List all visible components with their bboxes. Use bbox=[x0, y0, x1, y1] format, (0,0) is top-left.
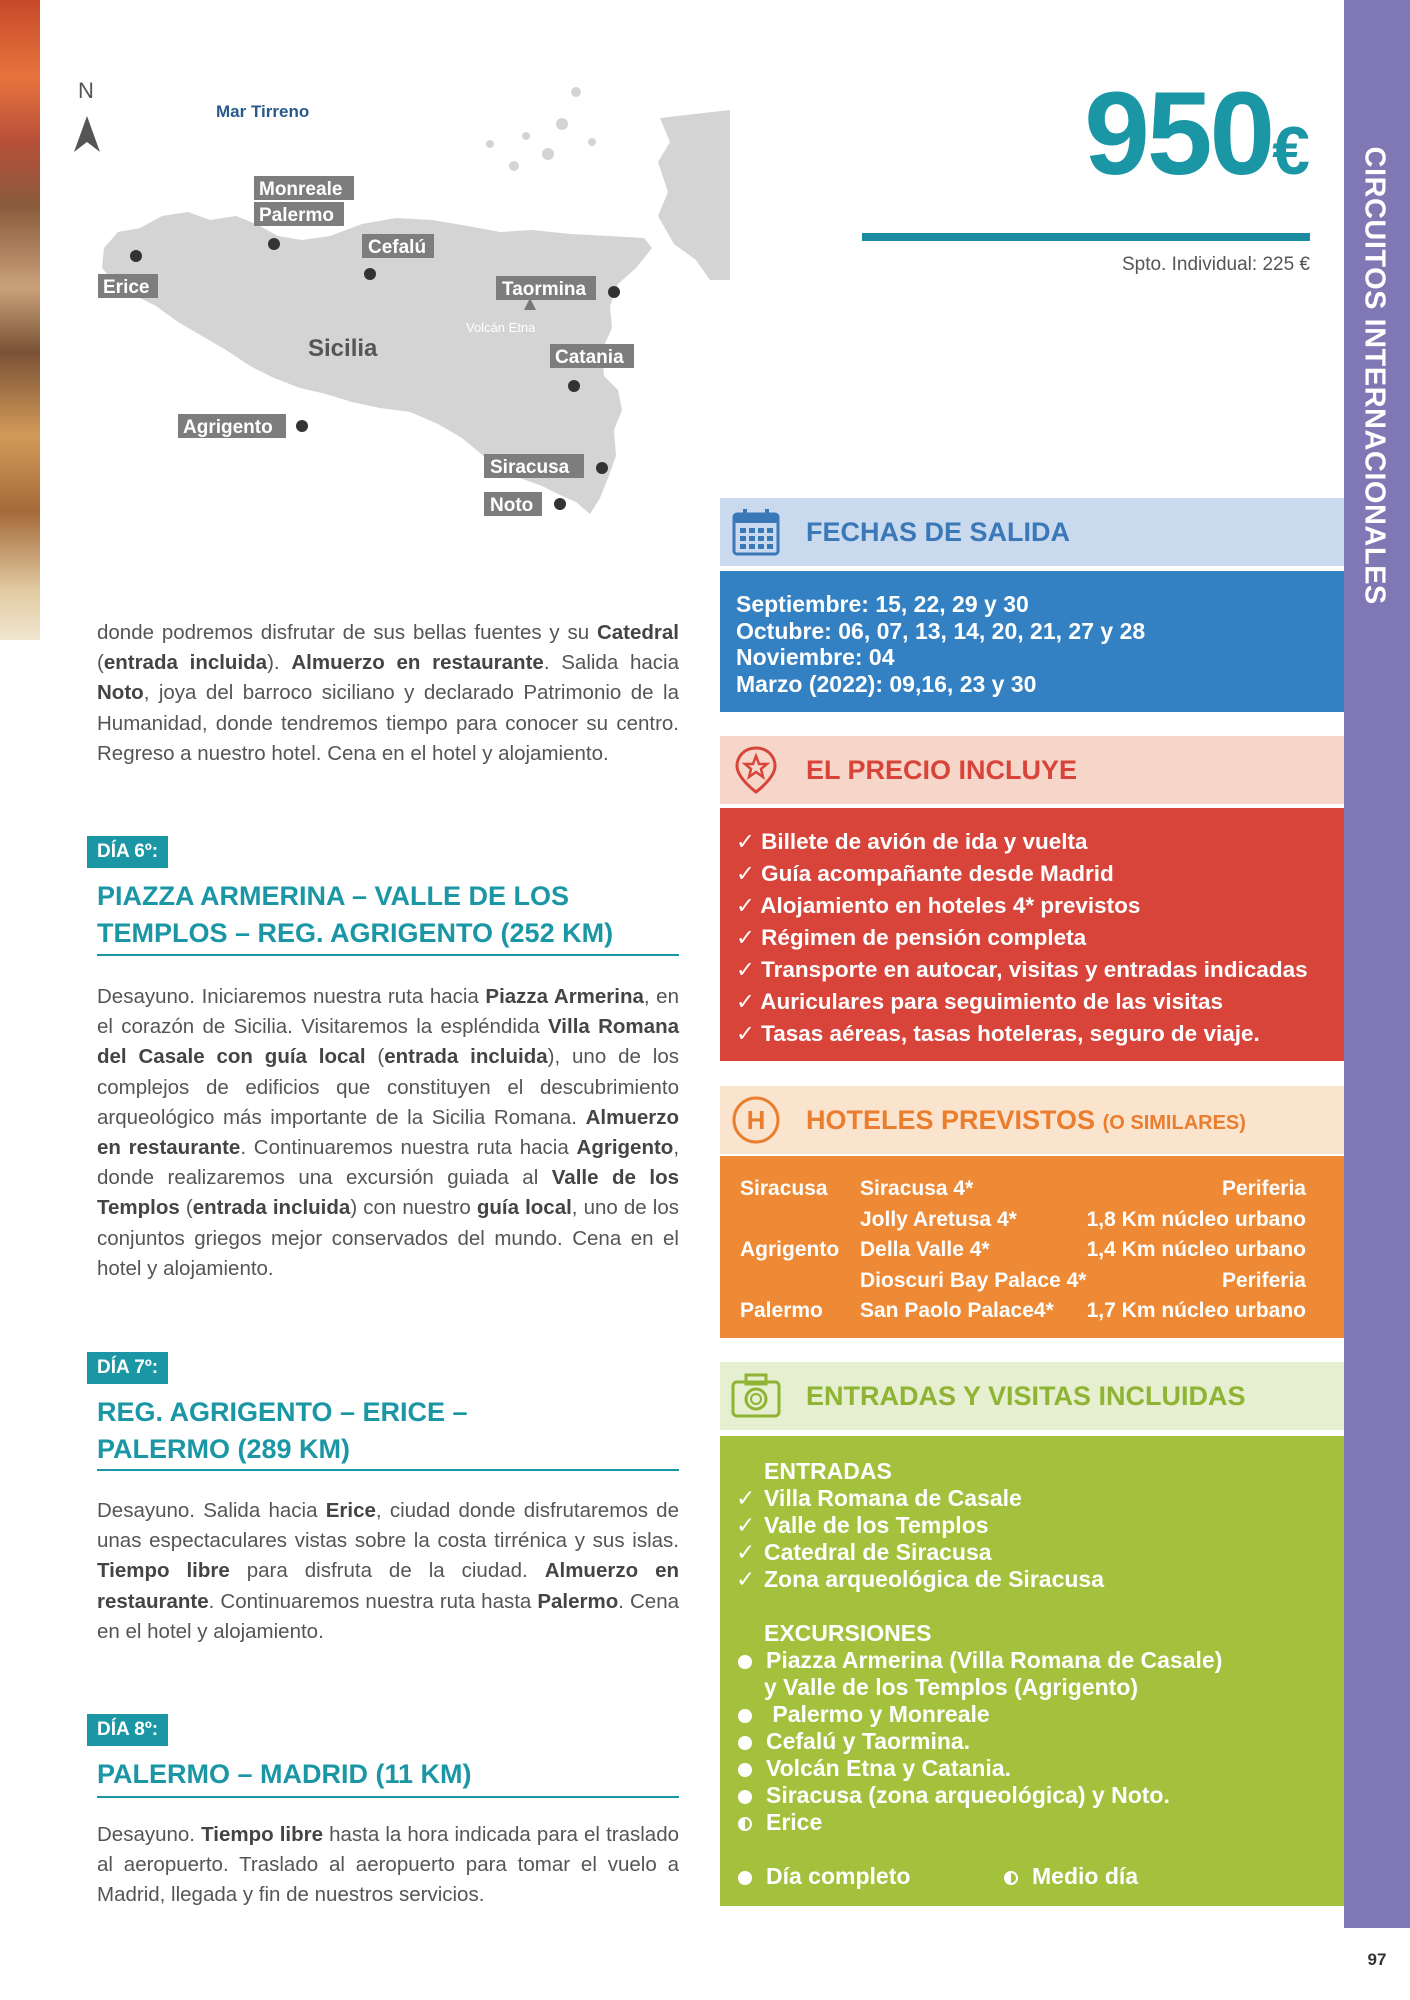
list-item: ✓ Guía acompañante desde Madrid bbox=[736, 861, 1114, 886]
day8-divider bbox=[97, 1796, 679, 1798]
list-item: ✓ Transporte en autocar, visitas y entradas indicadas bbox=[736, 957, 1308, 982]
full-day-icon bbox=[738, 1763, 752, 1777]
list-item: ✓ Auriculares para seguimiento de las visitas bbox=[736, 989, 1223, 1014]
legend-half-day: Medio día bbox=[1002, 1863, 1138, 1890]
half-day-icon bbox=[738, 1817, 752, 1831]
price-includes-title: EL PRECIO INCLUYE bbox=[806, 755, 1078, 785]
photo-strip bbox=[0, 0, 40, 640]
list-item: ✓ Tasas aéreas, tasas hoteleras, seguro de viaje. bbox=[736, 1021, 1260, 1046]
full-day-icon bbox=[738, 1790, 752, 1804]
half-day-icon bbox=[1004, 1871, 1018, 1885]
page-number: 97 bbox=[1367, 1950, 1387, 1969]
intro-paragraph: donde podremos disfrutar de sus bellas fuentes y su Catedral (entrada incluida). Almuerzo en restaurante. Salida hacia Noto, joya del barroco siciliano y declarado Patrimonio de la Humanidad, donde tendremos tiempo para conocer su centro. Regreso a nuestro hotel. Cena en el hotel y alojamiento. bbox=[97, 621, 679, 765]
list-item: ✓ Valle de los Templos bbox=[736, 1512, 989, 1538]
list-item: ✓ Zona arqueológica de Siracusa bbox=[736, 1566, 1104, 1592]
svg-text:Agrigento: Agrigento bbox=[183, 417, 273, 438]
svg-text:H: H bbox=[746, 1105, 766, 1135]
departure-date: Marzo (2022): 09,16, 23 y 30 bbox=[736, 670, 1037, 697]
svg-text:Monreale: Monreale bbox=[259, 179, 343, 200]
list-item: ✓ Villa Romana de Casale bbox=[736, 1485, 1022, 1511]
visits-title: ENTRADAS Y VISITAS INCLUIDAS bbox=[806, 1381, 1246, 1411]
full-day-icon bbox=[738, 1736, 752, 1750]
calendar-icon bbox=[730, 506, 782, 558]
section-label: CIRCUITOS INTERNACIONALES bbox=[1358, 146, 1391, 605]
day6-title: PIAZZA ARMERINA – VALLE DE LOS TEMPLOS – REG. AGRIGENTO (252 KM) bbox=[97, 881, 614, 948]
departure-date: Noviembre: 04 bbox=[736, 644, 895, 670]
list-item: Cefalú y Taormina. bbox=[736, 1728, 970, 1755]
day8-paragraph: Desayuno. Tiempo libre hasta la hora indicada para el traslado al aeropuerto. Traslado al aeropuerto para tomar el vuelo a Madrid, llegada y fin de nuestros servicios. bbox=[97, 1823, 679, 1907]
north-arrow-icon bbox=[74, 116, 100, 152]
city-monreale bbox=[254, 176, 354, 200]
departures-header bbox=[720, 498, 1344, 566]
entradas-heading: ENTRADAS bbox=[764, 1458, 892, 1484]
full-day-icon bbox=[738, 1709, 752, 1723]
sicily-map bbox=[70, 70, 730, 570]
table-row: Dioscuri Bay Palace 4* Periferia bbox=[860, 1268, 1306, 1292]
day8-badge: DÍA 8º: bbox=[87, 1714, 168, 1746]
svg-text:Noto: Noto bbox=[490, 495, 534, 516]
svg-text:Cefalú: Cefalú bbox=[368, 237, 427, 258]
section-sidebar bbox=[1344, 0, 1410, 2000]
list-item: Piazza Armerina (Villa Romana de Casale) bbox=[736, 1647, 1222, 1674]
svg-text:Palermo: Palermo bbox=[259, 205, 334, 226]
list-item: y Valle de los Templos (Agrigento) bbox=[764, 1674, 1139, 1700]
list-item: Siracusa (zona arqueológica) y Noto. bbox=[736, 1782, 1170, 1809]
table-row: Siracusa Siracusa 4* Periferia bbox=[740, 1177, 1306, 1200]
price-currency: € bbox=[1272, 113, 1310, 189]
departure-date: Octubre: 06, 07, 13, 14, 20, 21, 27 y 28 bbox=[736, 617, 1146, 644]
table-row: Jolly Aretusa 4* 1,8 Km núcleo urbano bbox=[860, 1207, 1306, 1231]
hotels-title: HOTELES PREVISTOS (O SIMILARES) bbox=[806, 1105, 1246, 1135]
svg-text:Taormina: Taormina bbox=[502, 279, 587, 300]
day7-divider bbox=[97, 1469, 679, 1471]
visits-list bbox=[720, 1436, 1344, 1906]
day8-title: PALERMO – MADRID (11 KM) bbox=[97, 1759, 472, 1789]
sea-label: Mar Tirreno bbox=[216, 102, 310, 121]
list-item: ✓ Catedral de Siracusa bbox=[736, 1539, 992, 1565]
list-item: Erice bbox=[736, 1809, 822, 1836]
day7-title: REG. AGRIGENTO – ERICE – PALERMO (289 KM) bbox=[97, 1397, 468, 1464]
day6-badge: DÍA 6º: bbox=[87, 836, 168, 868]
mainland-italy bbox=[658, 110, 730, 280]
city-noto bbox=[484, 492, 566, 516]
hotels-table bbox=[720, 1156, 1344, 1338]
price bbox=[1000, 68, 1310, 211]
list-item: ✓ Billete de avión de ida y vuelta bbox=[736, 829, 1088, 854]
svg-text:Siracusa: Siracusa bbox=[490, 457, 570, 478]
full-day-icon bbox=[738, 1871, 752, 1885]
day6-divider bbox=[97, 954, 679, 956]
table-row: Agrigento Della Valle 4* 1,4 Km núcleo urbano bbox=[740, 1238, 1306, 1261]
list-item: Volcán Etna y Catania. bbox=[736, 1755, 1011, 1782]
island-label: Sicilia bbox=[308, 335, 378, 362]
volcano-label: Volcán Etna bbox=[466, 320, 536, 335]
price-amount: 950 bbox=[1084, 68, 1273, 200]
legend-full-day: Día completo bbox=[736, 1863, 910, 1890]
price-includes-list bbox=[720, 808, 1344, 1061]
aeolian-islands bbox=[486, 87, 596, 171]
visits-header bbox=[720, 1362, 1344, 1430]
city-agrigento bbox=[178, 414, 308, 438]
list-item: Palermo y Monreale bbox=[736, 1701, 990, 1728]
badge-star-icon bbox=[730, 744, 782, 796]
list-item: ✓ Régimen de pensión completa bbox=[736, 925, 1087, 950]
day7-paragraph: Desayuno. Salida hacia Erice, ciudad donde disfrutaremos de unas espectaculares vistas sobre la costa tirrénica y sus islas. Tiempo libre para disfruta de la ciudad. Almuerzo en restaurante. Continuaremos nuestra ruta hasta Palermo. Cena en el hotel y alojamiento. bbox=[97, 1499, 679, 1643]
hotel-h-icon bbox=[730, 1094, 782, 1146]
day7-badge: DÍA 7º: bbox=[87, 1352, 168, 1384]
departures-title: FECHAS DE SALIDA bbox=[806, 517, 1071, 547]
hotels-header bbox=[720, 1086, 1344, 1154]
list-item: ✓ Alojamiento en hoteles 4* previstos bbox=[736, 893, 1141, 918]
table-row: Palermo San Paolo Palace4* 1,7 Km núcleo urbano bbox=[740, 1299, 1306, 1322]
full-day-icon bbox=[738, 1655, 752, 1669]
north-label: N bbox=[78, 78, 94, 103]
hotels-subtitle: (O SIMILARES) bbox=[1102, 1112, 1246, 1134]
day6-paragraph: Desayuno. Iniciaremos nuestra ruta hacia Piazza Armerina, en el corazón de Sicilia. Visitaremos la espléndida Villa Romana del Casale con guía local (entrada incluida), uno de los complejos de edificios que constituyen el descubrimiento arqueológico más importante de la Sicilia Romana. Almuerzo en restaurante. Continuaremos nuestra ruta hacia Agrigento, donde realizaremos una excursión guiada al Valle de los Templos (entrada incluida) con nuestro guía local, uno de los conjuntos griegos mejor conservados del mundo. Cena en el hotel y alojamiento. bbox=[97, 985, 680, 1280]
price-includes-header bbox=[720, 736, 1344, 804]
single-supplement: Spto. Individual: 225 € bbox=[1121, 254, 1310, 275]
camera-icon bbox=[730, 1370, 782, 1422]
price-divider bbox=[862, 233, 1310, 241]
svg-text:Catania: Catania bbox=[555, 347, 624, 368]
departure-date: Septiembre: 15, 22, 29 y 30 bbox=[736, 591, 1029, 617]
svg-text:Erice: Erice bbox=[103, 277, 150, 298]
excursiones-heading: EXCURSIONES bbox=[764, 1620, 932, 1646]
departures-list bbox=[720, 571, 1344, 712]
